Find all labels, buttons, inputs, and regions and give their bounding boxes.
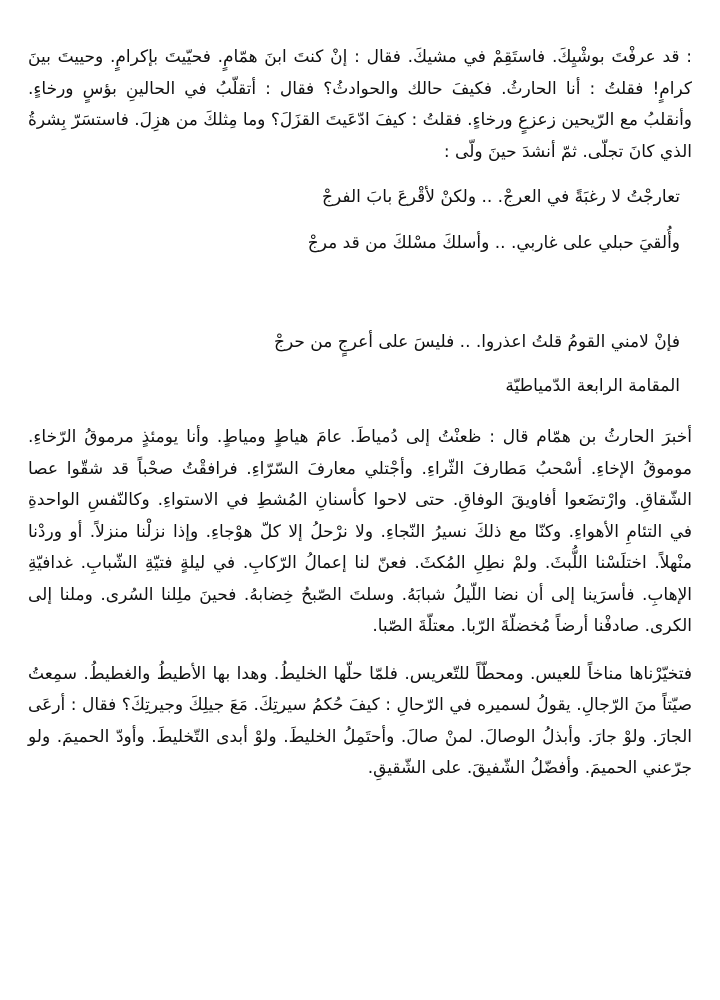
section-heading: المقامة الرابعة الدّمياطيّة: [505, 375, 680, 396]
verse-line-3: فإنْ لامني القومُ قلتُ اعذروا. .. فليسَ على أعرجٍ من حرجْ: [274, 332, 680, 352]
paragraph-2: أخبرَ الحارثُ بن همّام قال : ظعنْتُ إلى دُمياطَ. عامَ هياطٍ ومياطٍ. وأنا يومئذٍ مرموقُ الرّخاءِ. موموقُ الإخاءِ. أسْحبُ مَطارفَ الثّراءِ. وأجْتلي معارفَ السّرّاءِ. فرافقْتُ صحْباً قد شقّوا عصا الشّقاقِ. وارْتضَعوا أفاويقَ الوفاقِ. حتى لاحوا كأسنانِ المُشطِ في الاستواءِ. وكالنّفسِ الواحدةِ في التئامِ الأهواءِ. وكنّا مع ذلكَ نسيرُ النّجاءِ. ولا نرْحلُ إلا كلّ هوْجاءِ. وإذا نزلْنا منزلاً. أو وردْنا منْهلاً. اختلَسْنا اللُّبثَ. ولمْ نطِلِ المُكثَ. فعنّ لنا إعمالُ الرّكابِ. في ليلةٍ فتيّةِ الشّبابِ. غدافيّةِ الإهابِ. فأسرَينا إلى أن نضا اللّيلُ شبابَهُ. وسلتَ الصّبحُ خِضابهُ. فحينَ ملِلنا السُرى. وملنا إلى الكرى. صادفْنا أرضاً مُخضلّةَ الرّبا. معتلّةَ الصّبا.: [28, 427, 692, 636]
verse-line-1: تعارجْتُ لا رغبَةً في العرجْ. .. ولكنْ لأقْرعَ بابَ الفرجْ: [322, 187, 680, 207]
intro-paragraph: : قد عرفْتَ بوشْيِكَ. فاستَقِمْ في مشيكَ. فقال : إنْ كنتَ ابنَ همّامٍ. فحيّيتَ بإكرامٍ. وحييتَ بينَ كرامٍ! فقلتُ : أنا الحارثُ. فكيفَ حالك والحوادثُ؟ فقال : أتقلّبُ في الحالينِ بؤسٍ ورخاءٍ. وأنقلبُ مع الرّيحين زعزعٍ ورخاءٍ. فقلتُ : كيفَ ادّعَيتَ القزَلَ؟ وما مِثلكَ من هزِلَ. فاستسَرّ بِشرةُ الذي كانَ تجلّى. ثمّ أنشدَ حينَ ولّى :: [28, 47, 692, 162]
paragraph-3: فتخيّرْناها مناخاً للعيس. ومحطّاً للتّعريس. فلمّا حلّها الخليطُ. وهدا بها الأطيطُ والغطيطُ. سمِعتُ صيّتاً منَ الرّجالِ. يقولُ لسميره في الرّحالِ : كيفَ حُكمُ سيرتِكَ. مَعَ جيلِكَ وجيرتِكَ؟ فقال : أرعَى الجارَ. ولوْ جارَ. وأبذلُ الوصالَ. لمنْ صالَ. وأحتَمِلُ الخليطَ. ولوْ أبدى التّخليطَ. وأودّ الحميمَ. ولو جرّعني الحميمَ. وأفضّلُ الشّفيقَ. على الشّقيقِ.: [28, 663, 692, 778]
verse-line-2: وأُلقيَ حبلي على غاربي. .. وأسلكَ مسْلكَ من قد مرجْ: [307, 232, 680, 253]
